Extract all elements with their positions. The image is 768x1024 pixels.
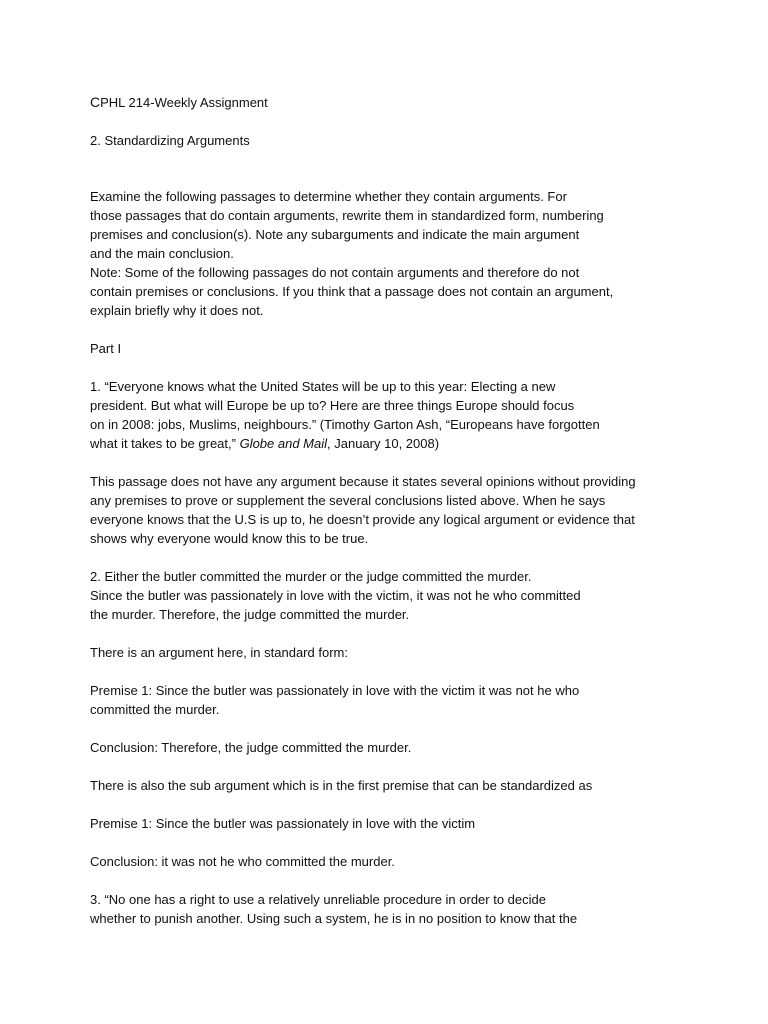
question-2-sub-conclusion: Conclusion: it was not he who committed the murder. bbox=[90, 854, 395, 869]
title-rest: PHL 214-Weekly Assignment bbox=[100, 95, 268, 110]
section-heading: 2. Standardizing Arguments bbox=[90, 133, 250, 148]
question-2-text: 2. Either the butler committed the murder or the judge committed the murder. Since the butler was passionately in love with the victim, it was not he who committed the murder. Therefore, the judge committed the murder. bbox=[90, 569, 581, 622]
document-page bbox=[90, 93, 690, 928]
question-2-premise: Premise 1: Since the butler was passionately in love with the victim it was not he who committed the murder. bbox=[90, 683, 580, 717]
question-2-sub-intro: There is also the sub argument which is in the first premise that can be standardized as bbox=[90, 778, 593, 793]
question-1-answer: This passage does not have any argument because it states several opinions without providing any premises to prove or supplement the several conclusions listed above. When he says everyone knows that the U.S is up to, he doesn’t provide any logical argument or evidence that shows why everyone would know this to be true. bbox=[90, 474, 636, 546]
question-3-text: 3. “No one has a right to use a relatively unreliable procedure in order to decide whether to punish another. Using such a system, he is in no position to know that the bbox=[90, 892, 578, 926]
instructions-paragraph: Examine the following passages to determine whether they contain arguments. For those passages that do contain arguments, rewrite them in standardized form, numbering premises and conclusion(s). Note any subarguments and indicate the main argument and the main conclusion. Note: Some of the following passages do not contain arguments and therefore do not contain premises or conclusions. If you think that a passage does not contain an argument, explain briefly why it does not. bbox=[90, 189, 614, 318]
document-title bbox=[90, 93, 690, 112]
question-1-source: Globe and Mail bbox=[239, 436, 328, 451]
question-2-intro: There is an argument here, in standard form: bbox=[90, 645, 348, 660]
question-2-sub-premise: Premise 1: Since the butler was passionately in love with the victim bbox=[90, 816, 476, 831]
question-2-conclusion: Conclusion: Therefore, the judge committed the murder. bbox=[90, 740, 412, 755]
part-label: Part I bbox=[90, 341, 122, 356]
question-1-body: 1. “Everyone knows what the United States will be up to this year: Electing a new president. But what will Europe be up to? Here are three things Europe should focus on in 2008: jobs, Muslims, neighbours.” (Timothy Garton Ash, “Europeans have forgotten what it takes to be great,” bbox=[90, 379, 600, 451]
question-1-text bbox=[90, 377, 690, 453]
question-1-date: , January 10, 2008) bbox=[327, 436, 440, 451]
title-first-letter: C bbox=[90, 94, 101, 110]
